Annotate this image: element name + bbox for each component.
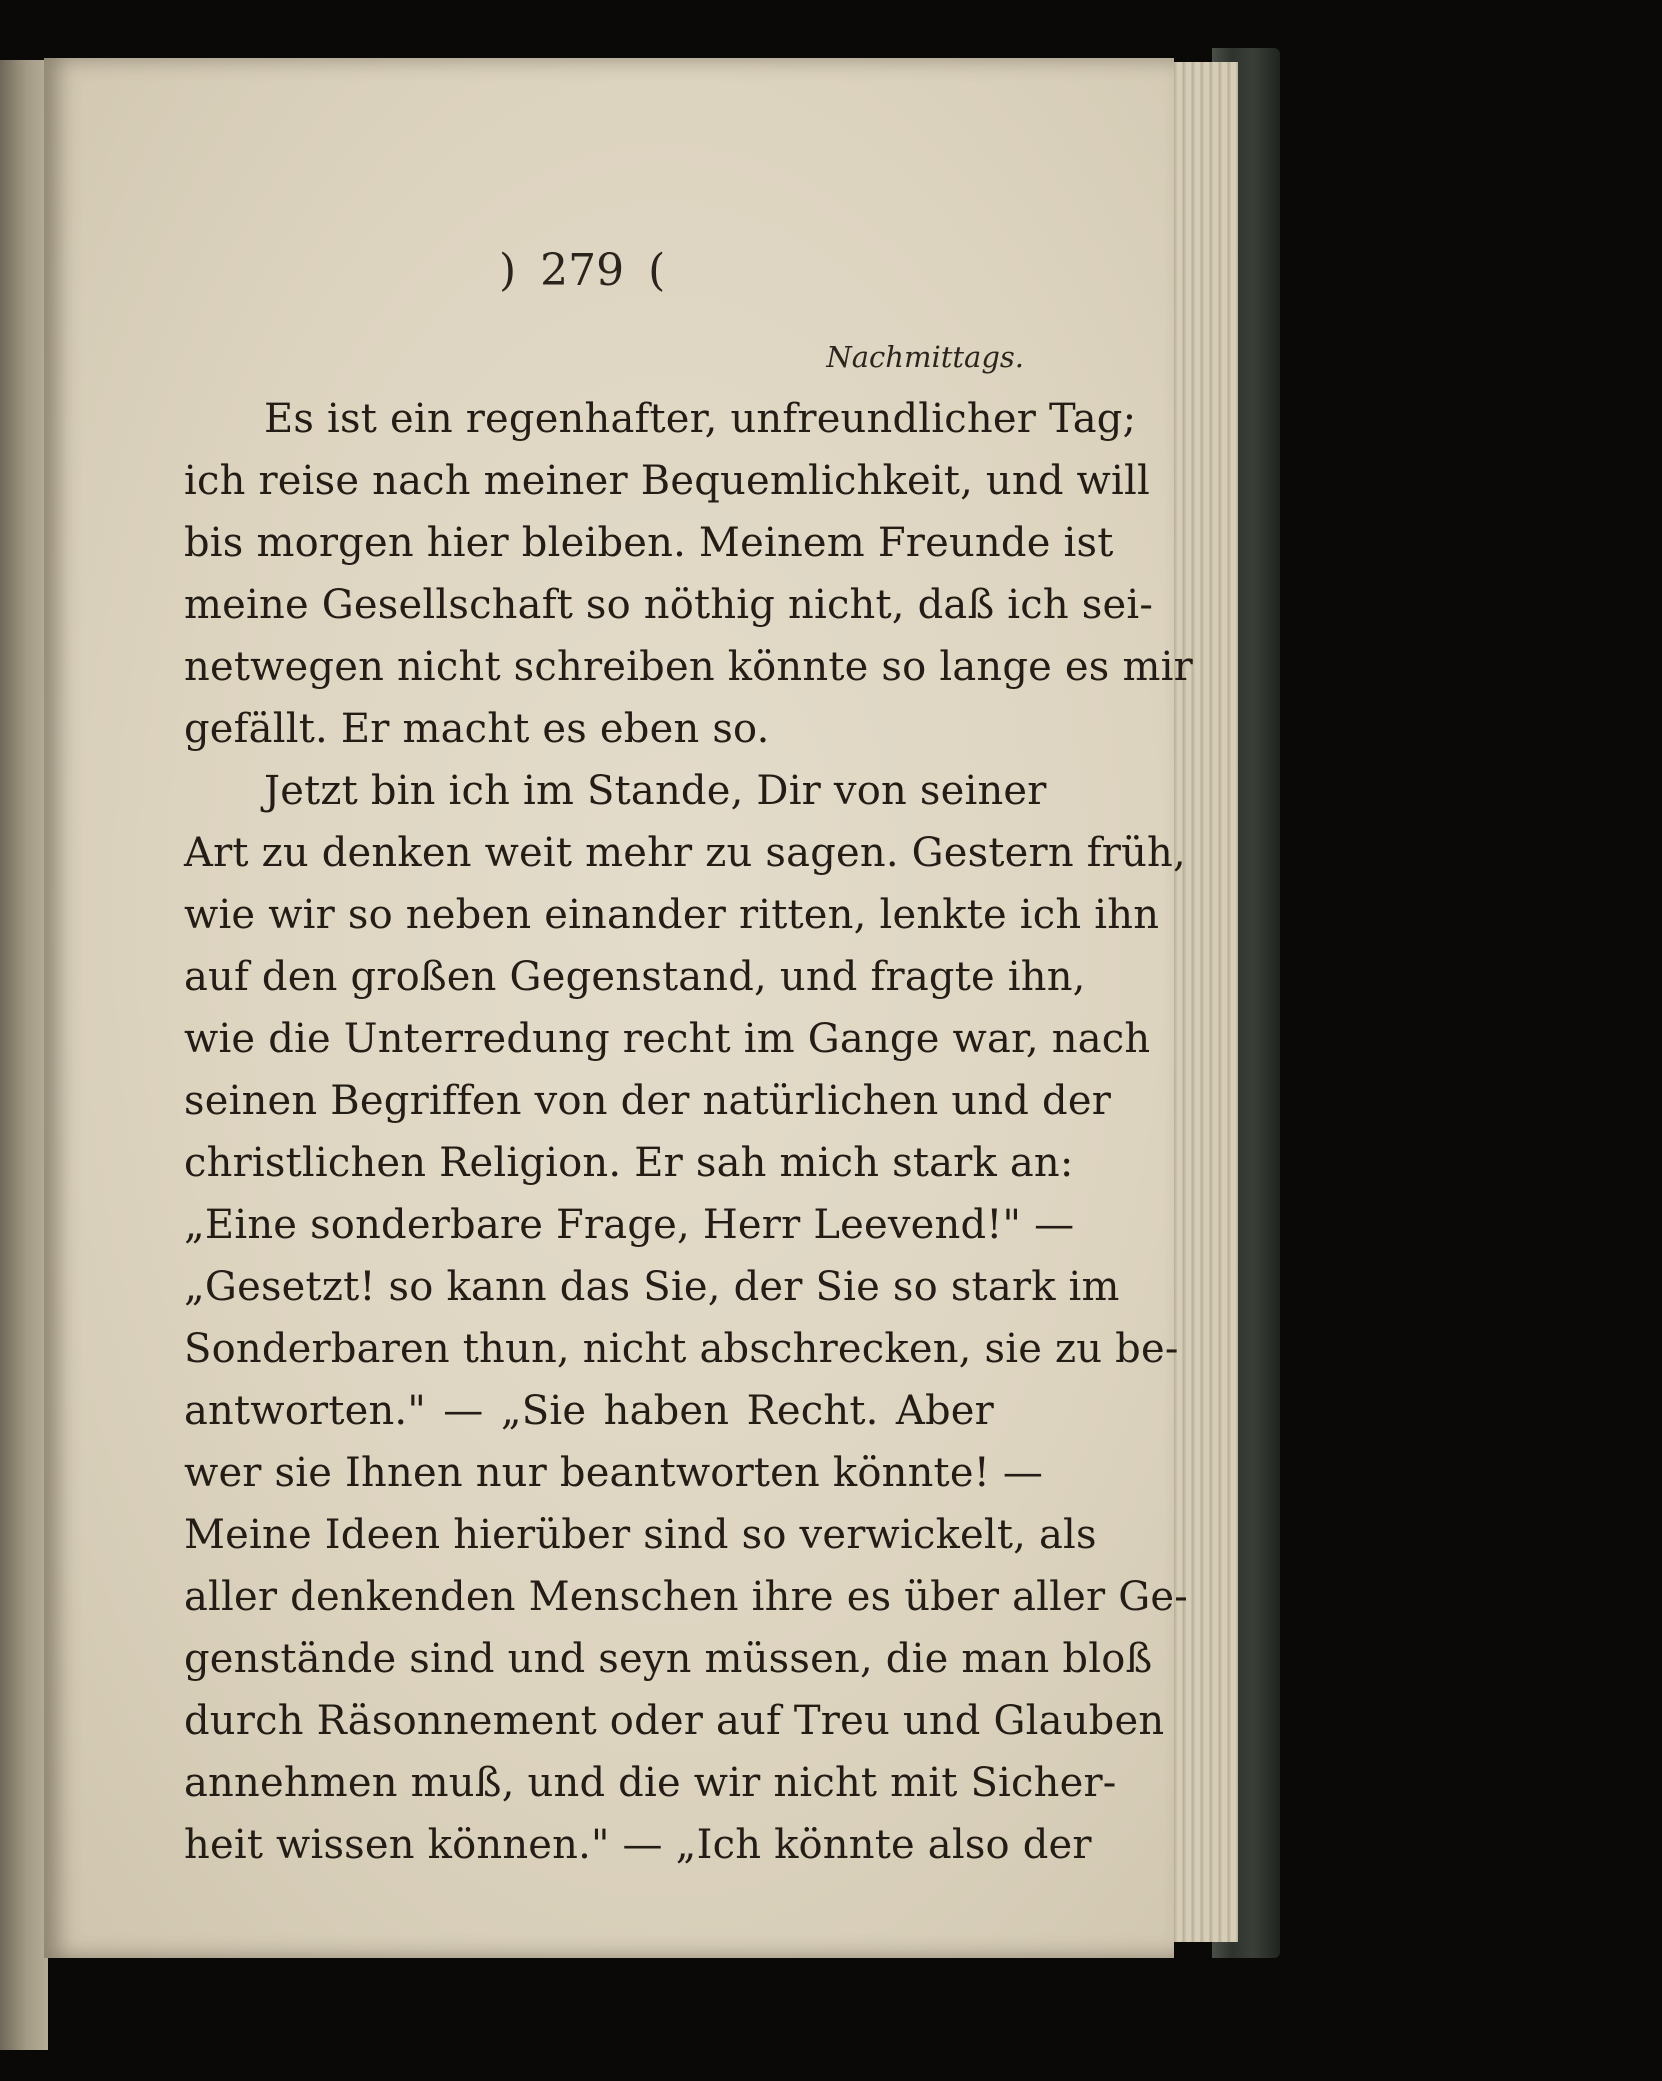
text-line: Meine Ideen hierüber sind so verwickelt, als	[184, 1512, 1097, 1558]
text-line: bis morgen hier bleiben. Meinem Freunde ist	[184, 520, 1114, 566]
text-line: wie wir so neben einander ritten, lenkte ich ihn	[184, 892, 1160, 938]
text-line: Sonderbaren thun, nicht abschrecken, sie zu be-	[184, 1326, 1179, 1372]
book-page	[44, 58, 1193, 1958]
text-line: netwegen nicht schreiben könnte so lange es mir	[184, 644, 1193, 690]
page-number: 279	[540, 244, 625, 296]
text-line: „Gesetzt! so kann das Sie, der Sie so stark im	[184, 1264, 1120, 1310]
header-right-bracket: (	[648, 244, 666, 296]
body-text	[184, 388, 1193, 1868]
text-line: meine Gesellschaft so nöthig nicht, daß ich sei-	[184, 582, 1154, 628]
text-line: genstände sind und seyn müssen, die man bloß	[184, 1636, 1153, 1682]
header-left-bracket: )	[499, 244, 517, 296]
text-line: ich reise nach meiner Bequemlichkeit, und will	[184, 458, 1150, 504]
text-line: seinen Begriffen von der natürlichen und der	[184, 1078, 1112, 1124]
facing-page-edge	[0, 60, 48, 2050]
text-line: durch Räsonnement oder auf Treu und Glauben	[184, 1698, 1165, 1744]
text-line: antworten." — „Sie haben Recht. Aber	[184, 1388, 994, 1434]
text-line: auf den großen Gegenstand, und fragte ihn,	[184, 954, 1086, 1000]
text-line: Jetzt bin ich im Stande, Dir von seiner	[264, 768, 1047, 814]
page-header	[499, 240, 799, 300]
text-line: christlichen Religion. Er sah mich stark an:	[184, 1140, 1074, 1186]
text-line: Es ist ein regenhafter, unfreundlicher Tag;	[264, 396, 1137, 442]
text-line: gefällt. Er macht es eben so.	[184, 706, 770, 752]
text-line: aller denkenden Menschen ihre es über aller Ge-	[184, 1574, 1188, 1620]
text-line: heit wissen können." — „Ich könnte also der	[184, 1822, 1092, 1868]
text-line: „Eine sonderbare Frage, Herr Leevend!" —	[184, 1202, 1075, 1248]
text-line: wie die Unterredung recht im Gange war, nach	[184, 1016, 1151, 1062]
text-line: annehmen muß, und die wir nicht mit Sicher-	[184, 1760, 1117, 1806]
section-heading: Nachmittags.	[826, 340, 1024, 374]
text-line: wer sie Ihnen nur beantworten könnte! —	[184, 1450, 1044, 1496]
text-line: Art zu denken weit mehr zu sagen. Gestern früh,	[184, 830, 1186, 876]
